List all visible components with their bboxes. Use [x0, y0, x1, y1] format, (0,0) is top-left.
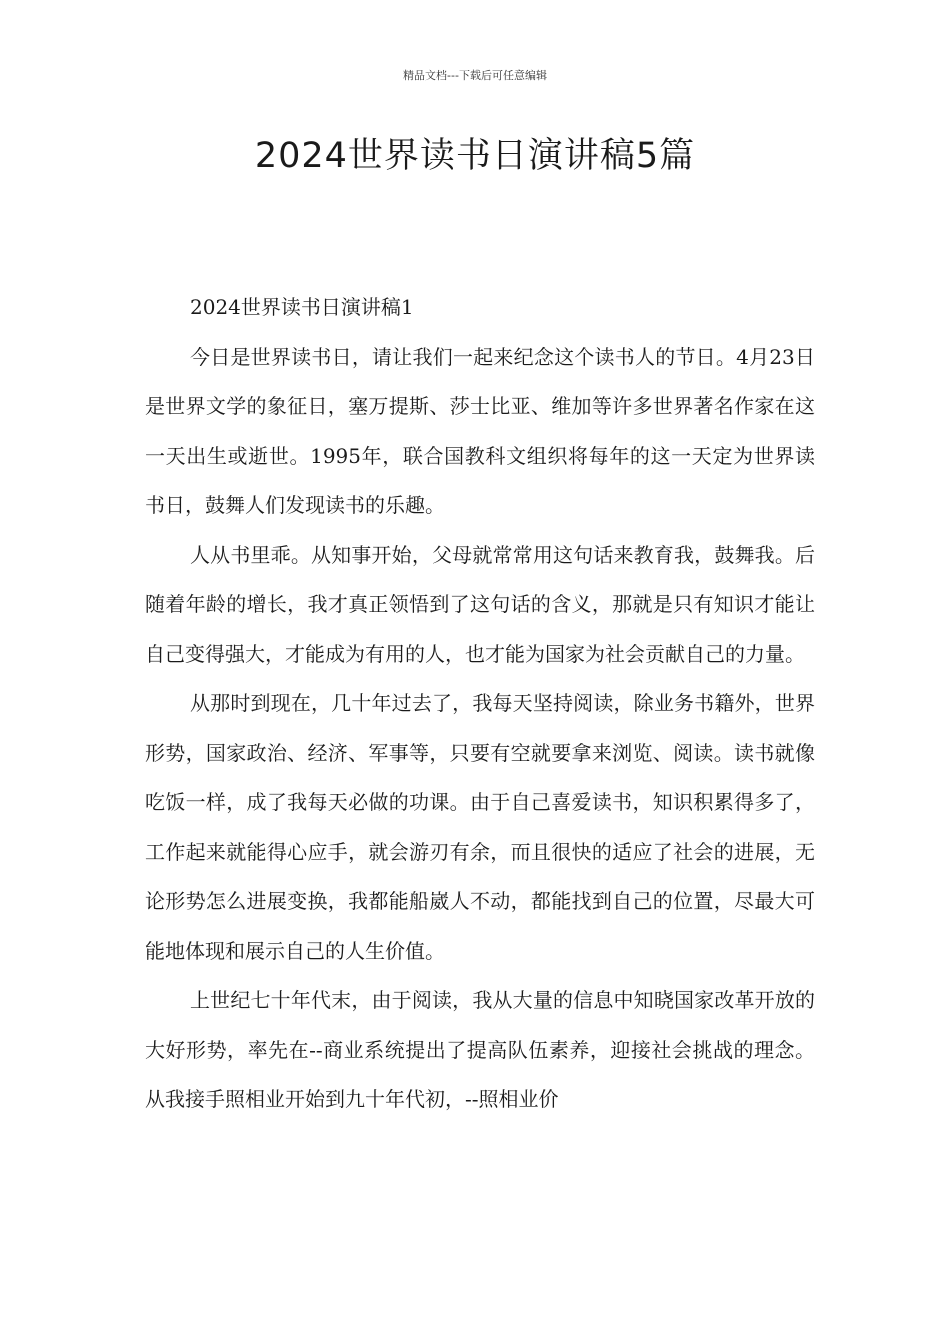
paragraph-3: 从那时到现在，几十年过去了，我每天坚持阅读，除业务书籍外，世界形势，国家政治、经济、军事等，只要有空就要拿来浏览、阅读。读书就像吃饭一样，成了我每天必做的功课。由于自己喜爱读书，知识积累得多了，工作起来就能得心应手，就会游刃有余，而且很快的适应了社会的进展，无论形势怎么进展变换，我都能船崴人不动，都能找到自己的位置，尽最大可能地体现和展示自己的人生价值。 — [145, 691, 815, 963]
document-title: 2024世界读书日演讲稿5篇 — [254, 136, 696, 176]
document-body — [145, 283, 815, 1125]
header-note: 精品文档---下载后可任意编辑 — [403, 69, 547, 82]
section-heading: 2024世界读书日演讲稿1 — [190, 295, 414, 319]
paragraph-4: 上世纪七十年代末，由于阅读，我从大量的信息中知晓国家改革开放的大好形势，率先在--商业系统提出了提高队伍素养，迎接社会挑战的理念。从我接手照相业开始到九十年代初，--照相业价 — [145, 988, 815, 1111]
paragraph-2: 人从书里乖。从知事开始，父母就常常用这句话来教育我，鼓舞我。后随着年龄的增长，我才真正领悟到了这句话的含义，那就是只有知识才能让自己变得强大，才能成为有用的人，也才能为国家为社会贡献自己的力量。 — [145, 542, 815, 666]
paragraph-1: 今日是世界读书日，请让我们一起来纪念这个读书人的节日。4月23日是世界文学的象征日，塞万提斯、莎士比亚、维加等许多世界著名作家在这一天出生或逝世。1995年，联合国教科文组织将每年的这一天定为世界读书日，鼓舞人们发现读书的乐趣。 — [145, 344, 815, 517]
